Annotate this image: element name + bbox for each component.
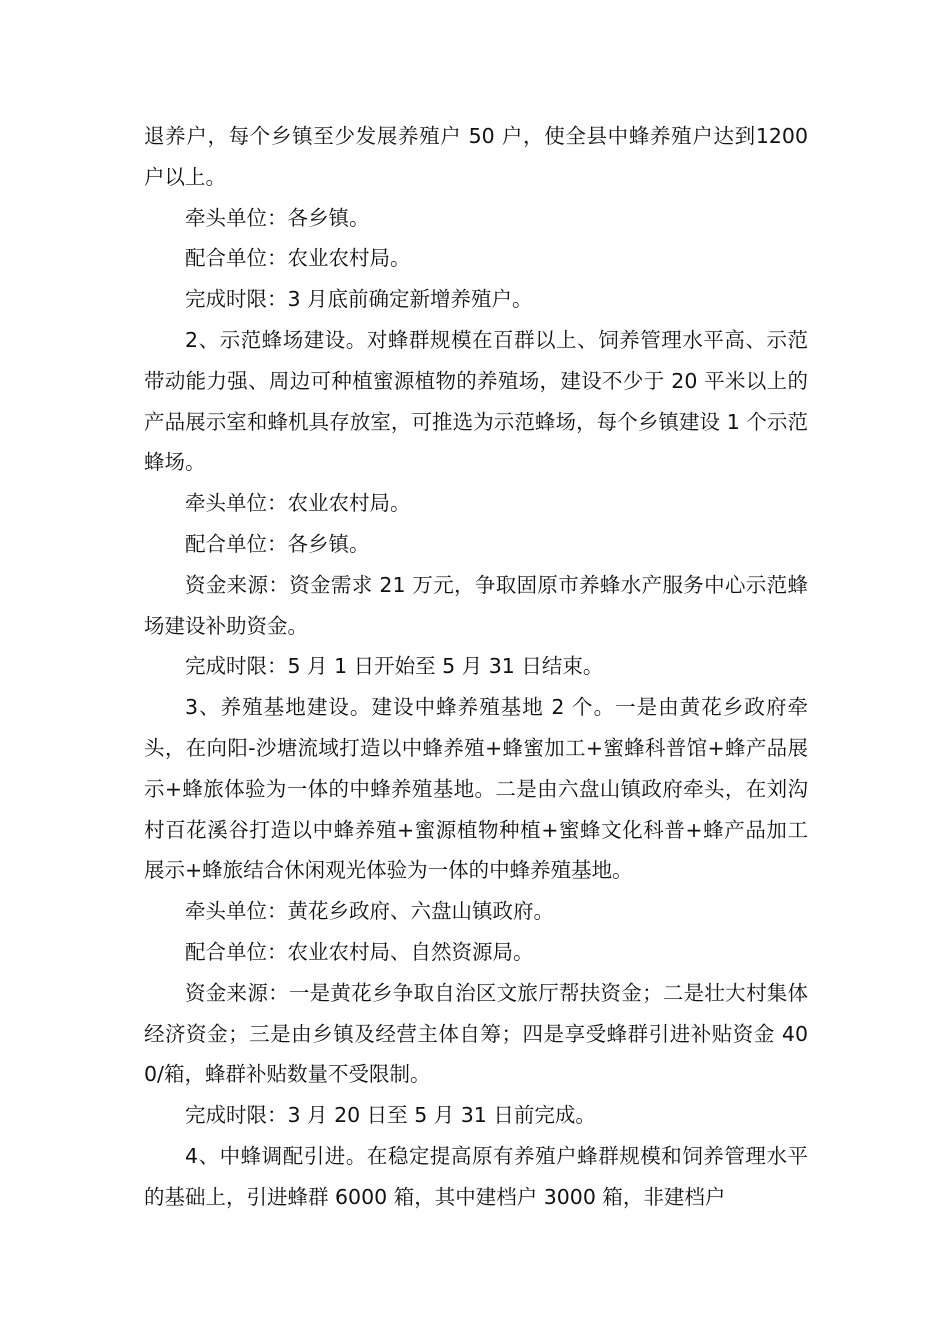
paragraph-deadline: 完成时限：5 月 1 日开始至 5 月 31 日结束。 (185, 654, 604, 679)
paragraph-lead-unit: 牵头单位：黄花乡政府、六盘山镇政府。 (185, 899, 554, 924)
paragraph-support-unit: 配合单位：农业农村局、自然资源局。 (185, 939, 534, 964)
paragraph-funding-source: 资金来源：资金需求 21 万元，争取固原市养蜂水产服务中心示范蜂场建设补助资金。 (144, 572, 808, 638)
paragraph-section-2: 2、示范蜂场建设。对蜂群规模在百群以上、饲养管理水平高、示范带动能力强、周边可种植蜜源植物的养殖场，建设不少于 20 平米以上的产品展示室和蜂机具存放室，可推选为示范蜂场，每个乡镇建设 1 个示范蜂场。 (144, 327, 808, 475)
paragraph-lead-unit: 牵头单位：农业农村局。 (185, 491, 411, 516)
paragraph-deadline: 完成时限：3 月 20 日至 5 月 31 日前完成。 (185, 1103, 596, 1128)
paragraph-section-4: 4、中蜂调配引进。在稳定提高原有养殖户蜂群规模和饲养管理水平的基础上，引进蜂群 6000 箱，其中建档户 3000 箱，非建档户 (144, 1143, 808, 1209)
document-body (144, 116, 808, 1218)
paragraph-funding-source: 资金来源：一是黄花乡争取自治区文旅厅帮扶资金；二是壮大村集体经济资金；三是由乡镇及经营主体自筹；四是享受蜂群引进补贴资金 400/箱，蜂群补贴数量不受限制。 (144, 980, 808, 1087)
paragraph-support-unit: 配合单位：农业农村局。 (185, 246, 411, 271)
paragraph-support-unit: 配合单位：各乡镇。 (185, 531, 370, 556)
paragraph-deadline: 完成时限：3 月底前确定新增养殖户。 (185, 287, 533, 312)
paragraph-lead-unit: 牵头单位：各乡镇。 (185, 205, 370, 230)
paragraph-section-3: 3、养殖基地建设。建设中蜂养殖基地 2 个。一是由黄花乡政府牵头，在向阳-沙塘流域打造以中蜂养殖+蜂蜜加工+蜜蜂科普馆+蜂产品展示+蜂旅体验为一体的中蜂养殖基地。二是由六盘山镇政府牵头，在刘沟村百花溪谷打造以中蜂养殖+蜜源植物种植+蜜蜂文化科普+蜂产品加工展示+蜂旅结合休闲观光体验为一体的中蜂养殖基地。 (144, 695, 808, 883)
paragraph-continuation: 退养户，每个乡镇至少发展养殖户 50 户，使全县中蜂养殖户达到1200 户以上。 (144, 124, 808, 189)
